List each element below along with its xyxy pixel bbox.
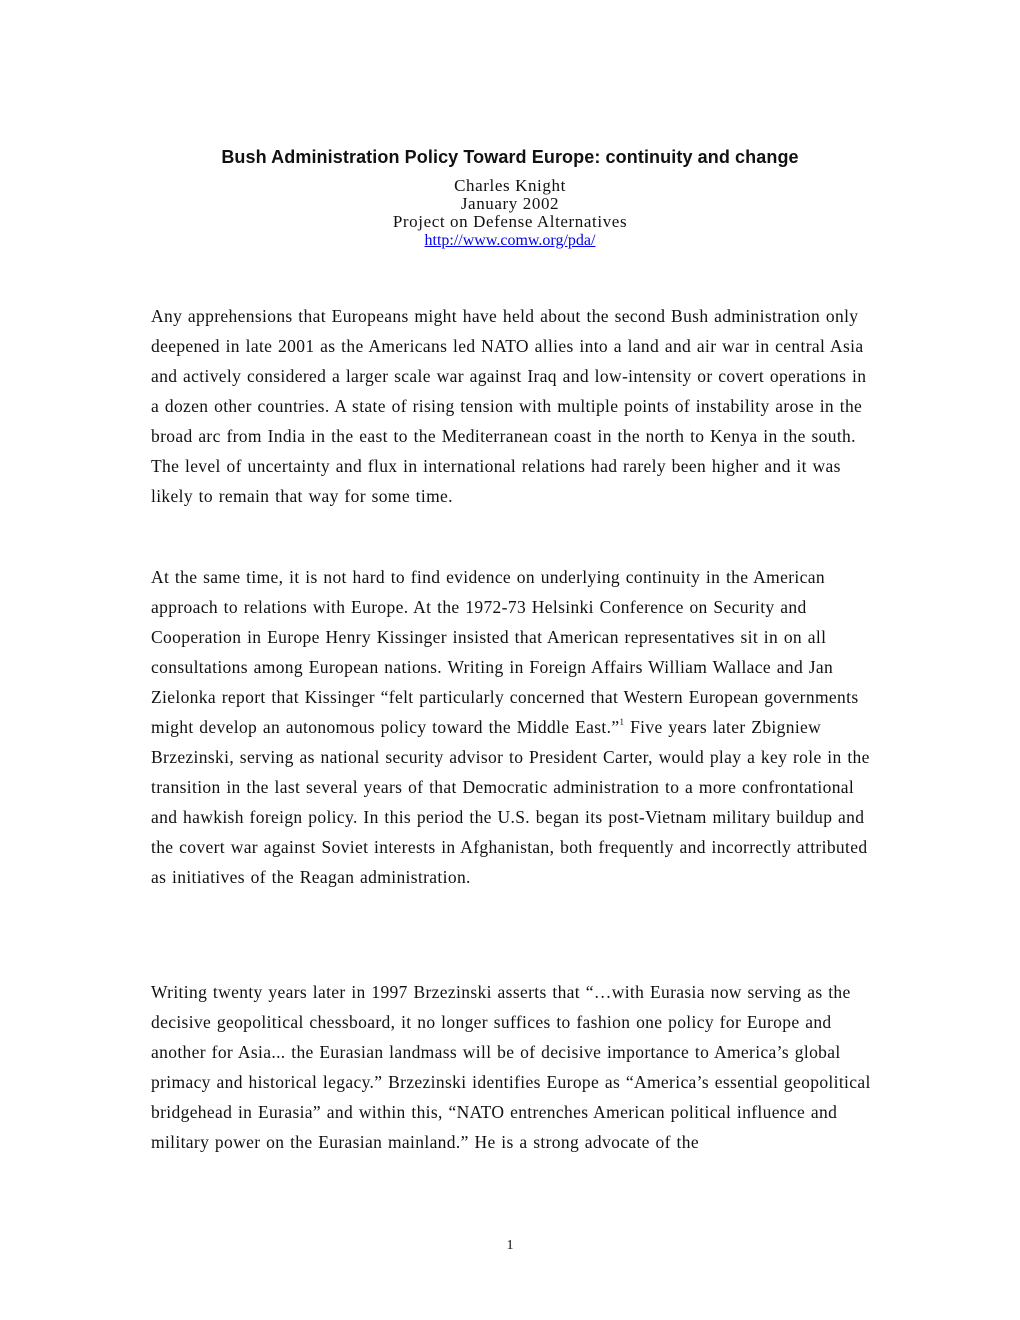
page-number: 1 (506, 1238, 514, 1253)
organization-url-link[interactable]: http://www.comw.org/pda/ (424, 232, 596, 249)
footnote-marker[interactable]: 1 (619, 717, 625, 727)
paragraph-3-text: Writing twenty years later in 1997 Brzezinski asserts that “…with Eurasia now serving as the decisive geopolitical chessboard, it no longer suffices to fashion one policy for Europe and another for Asia... the Eurasian landmass will be of decisive importance to America’s global primacy and historical legacy.” Brzezinski identifies Europe as “America’s essential geopolitical bridgehead in Eurasia” and within this, “NATO entrenches American political influence and military power on the Eurasian mainland.” He is a strong advocate of the (151, 982, 871, 1152)
paragraph-1-text: Any apprehensions that Europeans might have held about the second Bush administration only deepened in late 2001 as the Americans led NATO allies into a land and air war in central Asia and actively considered a larger scale war against Iraq and low-intensity or covert operations in a dozen other countries. A state of rising tension with multiple points of instability arose in the broad arc from India in the east to the Mediterranean coast in the north to Kenya in the south. The level of uncertainty and flux in international relations had rarely been higher and it was likely to remain that way for some time. (151, 306, 867, 506)
paragraph-3 (151, 977, 871, 1157)
organization-link-wrapper (0, 231, 1020, 250)
paragraph-2-text-after-note: Five years later Zbigniew Brzezinski, serving as national security advisor to President Carter, would play a key role in the transition in the last several years of that Democratic administration to a more confrontational and hawkish foreign policy. In this period the U.S. began its post-Vietnam military buildup and the covert war against Soviet interests in Afghanistan, both frequently and incorrectly attributed as initiatives of the Reagan administration. (151, 717, 870, 887)
publication-date: January 2002 (460, 194, 560, 213)
document-meta (0, 177, 1020, 250)
document-title: Bush Administration Policy Toward Europe: continuity and change (221, 147, 799, 167)
paragraph-2-text (151, 562, 871, 892)
author-name: Charles Knight (454, 176, 566, 195)
paragraph-1 (151, 301, 871, 511)
organization-name: Project on Defense Alternatives (392, 212, 628, 231)
paragraph-2-text-before-note: At the same time, it is not hard to find evidence on underlying continuity in the American approach to relations with Europe. At the 1972-73 Helsinki Conference on Security and Cooperation in Europe Henry Kissinger insisted that American representatives sit in on all consultations among European nations. Writing in Foreign Affairs William Wallace and Jan Zielonka report that Kissinger “felt particularly concerned that Western European governments might develop an autonomous policy toward the Middle East.” (151, 567, 859, 737)
paragraph-2 (151, 562, 871, 892)
